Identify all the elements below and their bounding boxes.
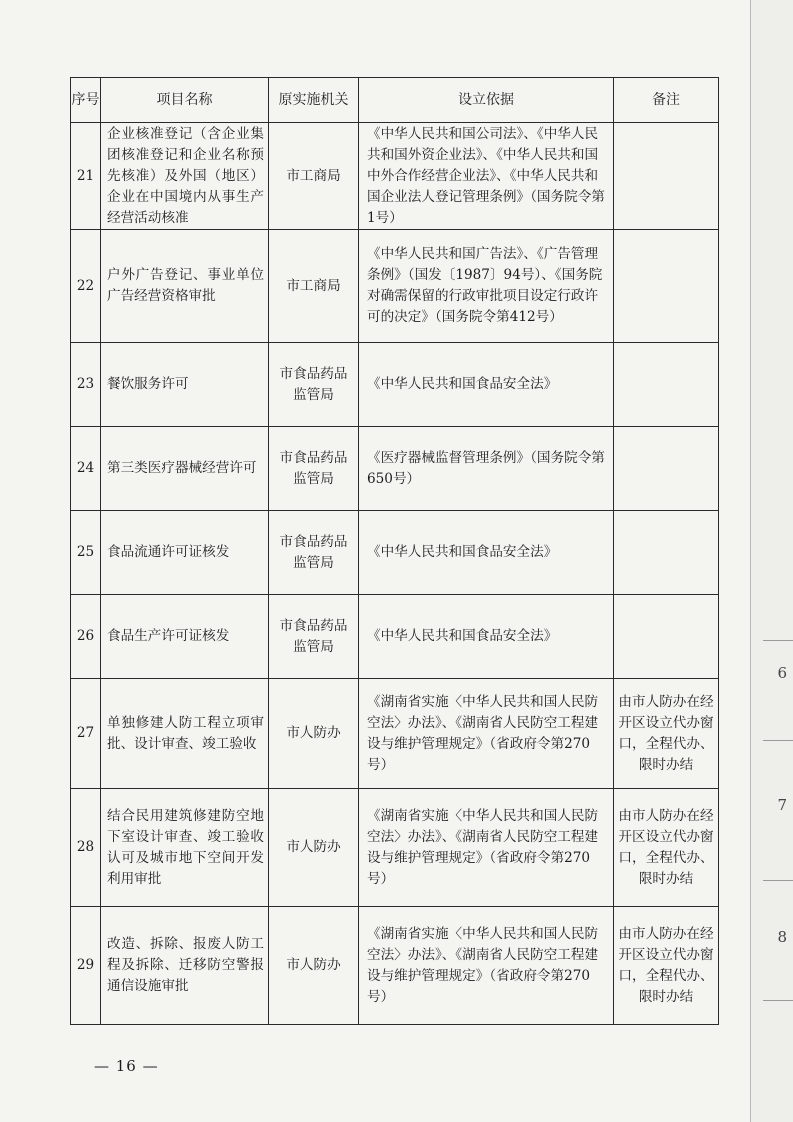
row-no: 23 [71, 343, 101, 427]
row-name: 企业核准登记（含企业集团核准登记和企业名称预先核准）及外国（地区）企业在中国境内从事生产经营活动核准 [101, 123, 269, 230]
row-org: 市食品药品监管局 [269, 427, 359, 511]
adjacent-page-number: 6 [777, 664, 787, 682]
header-org: 原实施机关 [269, 78, 359, 123]
row-name: 餐饮服务许可 [101, 343, 269, 427]
row-org: 市工商局 [269, 123, 359, 230]
row-basis: 《医疗器械监督管理条例》（国务院令第650号） [359, 427, 614, 511]
approval-items-table [70, 77, 719, 1025]
table-row [71, 595, 719, 679]
row-org: 市工商局 [269, 230, 359, 343]
row-basis: 《中华人民共和国食品安全法》 [359, 343, 614, 427]
table-header-row [71, 78, 719, 123]
row-no: 25 [71, 511, 101, 595]
row-name: 单独修建人防工程立项审批、设计审查、竣工验收 [101, 679, 269, 789]
row-note: 由市人防办在经开区设立代办窗口，全程代办、限时办结 [614, 907, 719, 1025]
table-row [71, 230, 719, 343]
row-org: 市食品药品监管局 [269, 595, 359, 679]
adjacent-page-rule [763, 740, 793, 741]
row-basis: 《中华人民共和国广告法》、《广告管理条例》（国发〔1987〕94号）、《国务院对确需保留的行政审批项目设定行政许可的决定》（国务院令第412号） [359, 230, 614, 343]
row-note: 由市人防办在经开区设立代办窗口，全程代办、限时办结 [614, 679, 719, 789]
row-note [614, 427, 719, 511]
row-name: 第三类医疗器械经营许可 [101, 427, 269, 511]
row-note [614, 123, 719, 230]
table-row [71, 679, 719, 789]
row-no: 24 [71, 427, 101, 511]
table-row [71, 789, 719, 907]
adjacent-page-number: 7 [777, 796, 787, 814]
row-note [614, 343, 719, 427]
adjacent-page-rule [763, 880, 793, 881]
row-name: 改造、拆除、报废人防工程及拆除、迁移防空警报通信设施审批 [101, 907, 269, 1025]
table-row [71, 427, 719, 511]
header-name: 项目名称 [101, 78, 269, 123]
adjacent-page-rule [763, 640, 793, 641]
table-row [71, 511, 719, 595]
row-no: 26 [71, 595, 101, 679]
row-no: 29 [71, 907, 101, 1025]
row-name: 食品流通许可证核发 [101, 511, 269, 595]
table-row [71, 123, 719, 230]
header-basis: 设立依据 [359, 78, 614, 123]
adjacent-page-rule [763, 1000, 793, 1001]
page-number: — 16 — [94, 1057, 159, 1075]
row-basis: 《中华人民共和国食品安全法》 [359, 511, 614, 595]
row-name: 结合民用建筑修建防空地下室设计审查、竣工验收认可及城市地下空间开发利用审批 [101, 789, 269, 907]
row-basis: 《中华人民共和国公司法》、《中华人民共和国外资企业法》、《中华人民共和国中外合作经营企业法》、《中华人民共和国企业法人登记管理条例》（国务院令第1号） [359, 123, 614, 230]
header-note: 备注 [614, 78, 719, 123]
row-no: 27 [71, 679, 101, 789]
row-no: 21 [71, 123, 101, 230]
row-basis: 《湖南省实施〈中华人民共和国人民防空法〉办法》、《湖南省人民防空工程建设与维护管理规定》（省政府令第270号） [359, 789, 614, 907]
header-no: 序号 [71, 78, 101, 123]
row-org: 市人防办 [269, 679, 359, 789]
row-org: 市食品药品监管局 [269, 343, 359, 427]
row-name: 户外广告登记、事业单位广告经营资格审批 [101, 230, 269, 343]
row-no: 28 [71, 789, 101, 907]
row-basis: 《湖南省实施〈中华人民共和国人民防空法〉办法》、《湖南省人民防空工程建设与维护管理规定》（省政府令第270号） [359, 679, 614, 789]
row-org: 市人防办 [269, 907, 359, 1025]
row-note [614, 595, 719, 679]
row-basis: 《湖南省实施〈中华人民共和国人民防空法〉办法》、《湖南省人民防空工程建设与维护管理规定》（省政府令第270号） [359, 907, 614, 1025]
adjacent-page-number: 8 [777, 928, 787, 946]
row-basis: 《中华人民共和国食品安全法》 [359, 595, 614, 679]
row-name: 食品生产许可证核发 [101, 595, 269, 679]
adjacent-page-edge [750, 0, 793, 1122]
row-no: 22 [71, 230, 101, 343]
row-note [614, 511, 719, 595]
table-row [71, 907, 719, 1025]
row-note [614, 230, 719, 343]
table-row [71, 343, 719, 427]
row-note: 由市人防办在经开区设立代办窗口，全程代办、限时办结 [614, 789, 719, 907]
row-org: 市人防办 [269, 789, 359, 907]
row-org: 市食品药品监管局 [269, 511, 359, 595]
